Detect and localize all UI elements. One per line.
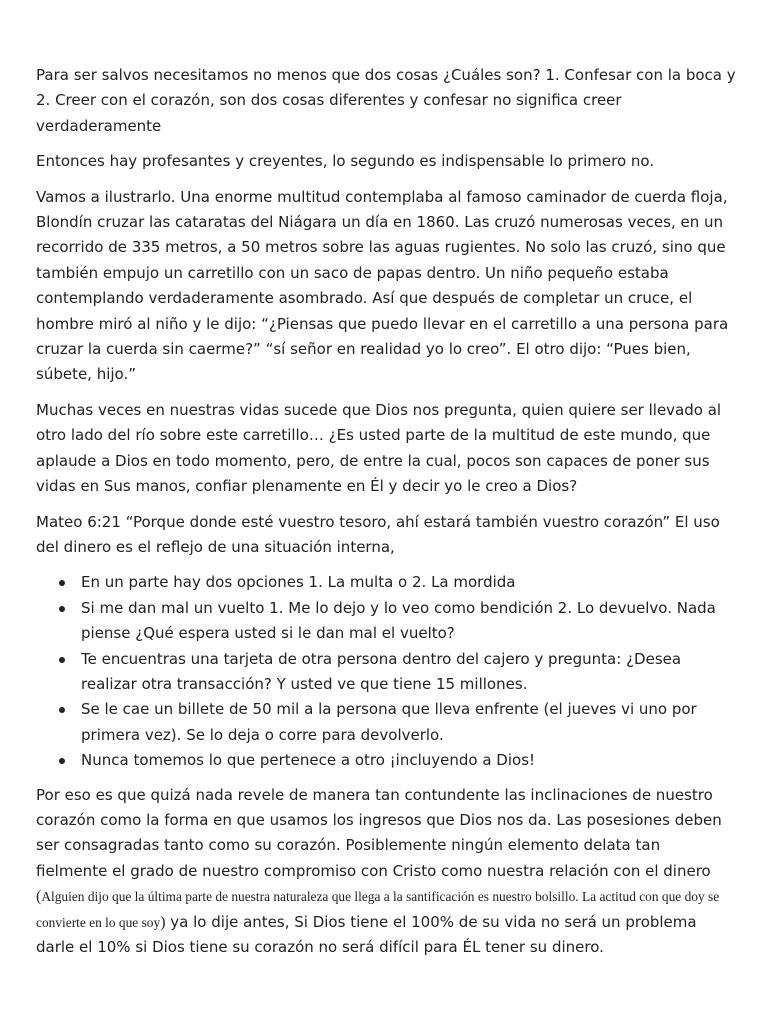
paragraph-mateo-quote: Mateo 6:21 “Porque donde esté vuestro tesoro, ahí estará también vuestro corazón” El uso del dinero es el reflejo de una situación interna, (36, 512, 720, 556)
document-page (36, 63, 736, 970)
list-item (36, 596, 736, 647)
closing-text-after: ya lo dije antes, Si Dios tiene el 100% de su vida no será un problema darle el 10% si Dios tiene su corazón no será difícil para ÉL tener su dinero. (36, 912, 697, 956)
paragraph-blondin-story: Vamos a ilustrarlo. Una enorme multitud contemplaba al famoso caminador de cuerda floja, Blondín cruzar las cataratas del Niágara un día en 1860. Las cruzó numerosas veces, en un recorrido de 335 metros, a 50 metros sobre las aguas rugientes. No solo las cruzó, sino que también empujo un carretillo con un saco de papas dentro. Un niño pequeño estaba contemplando verdaderamente asombrado. Así que después de completar un cruce, el hombre miró al niño y le dijo: “¿Piensas que puedo llevar en el carretillo a una persona para cruzar la cuerda sin caerme?” “sí señor en realidad yo lo creo”. El otro dijo: “Pues bien, súbete, hijo.” (36, 187, 729, 384)
list-item (36, 647, 736, 698)
list-item (36, 697, 736, 748)
bullet-icon (59, 606, 65, 612)
aside-paren-close: ) (160, 913, 166, 931)
aside-quote: Alguien dijo que la última parte de nuestra naturaleza que llega a la santificación es nuestro bolsillo. La actitud con que doy se convierte en lo que soy (36, 889, 720, 930)
list-item-text: Nunca tomemos lo que pertenece a otro ¡incluyendo a Dios! (81, 751, 536, 770)
aside-paren-open: ( (36, 888, 42, 906)
list-item-text: Te encuentras una tarjeta de otra persona dentro del cajero y pregunta: ¿Desea realizar otra transacción? Y usted ve que tiene 15 millones. (81, 649, 682, 693)
bullet-icon (59, 580, 65, 586)
list-item-text: En un parte hay dos opciones 1. La multa o 2. La mordida (81, 573, 516, 592)
list-item (36, 748, 736, 773)
closing-text-before: Por eso es que quizá nada revele de manera tan contundente las inclinaciones de nuestro corazón como la forma en que usamos los ingresos que Dios nos da. Las posesiones deben ser consagradas tanto como su corazón. Posiblemente ningún elemento delata tan fielmente el grado de nuestro compromiso con Cristo como nuestra relación con el dinero (36, 785, 722, 880)
bullet-icon (59, 758, 65, 764)
paragraph-professants: Entonces hay profesantes y creyentes, lo segundo es indispensable lo primero no. (36, 152, 655, 171)
list-item (36, 570, 736, 595)
bullet-icon (59, 657, 65, 663)
paragraph-god-question: Muchas veces en nuestras vidas sucede que Dios nos pregunta, quien quiere ser llevado al otro lado del río sobre este carretillo… ¿Es usted parte de la multitud de este mundo, que aplaude a Dios en todo momento, pero, de entre la cual, pocos son capaces de poner sus vidas en Sus manos, confiar plenamente en Él y decir yo le creo a Dios? (36, 400, 722, 496)
list-item-text: Si me dan mal un vuelto 1. Me lo dejo y lo veo como bendición 2. Lo devuelvo. Nada piense ¿Qué espera usted si le dan mal el vuelto? (81, 598, 716, 643)
bullet-list (36, 570, 736, 773)
paragraph-closing (36, 783, 736, 961)
list-item-text: Se le cae un billete de 50 mil a la persona que lleva enfrente (el jueves vi uno por primera vez). Se lo deja o corre para devolverlo. (81, 700, 697, 744)
bullet-icon (59, 707, 65, 713)
paragraph-salvation: Para ser salvos necesitamos no menos que dos cosas ¿Cuáles son? 1. Confesar con la boca y 2. Creer con el corazón, son dos cosas diferentes y confesar no significa creer verdaderamente (36, 66, 736, 135)
